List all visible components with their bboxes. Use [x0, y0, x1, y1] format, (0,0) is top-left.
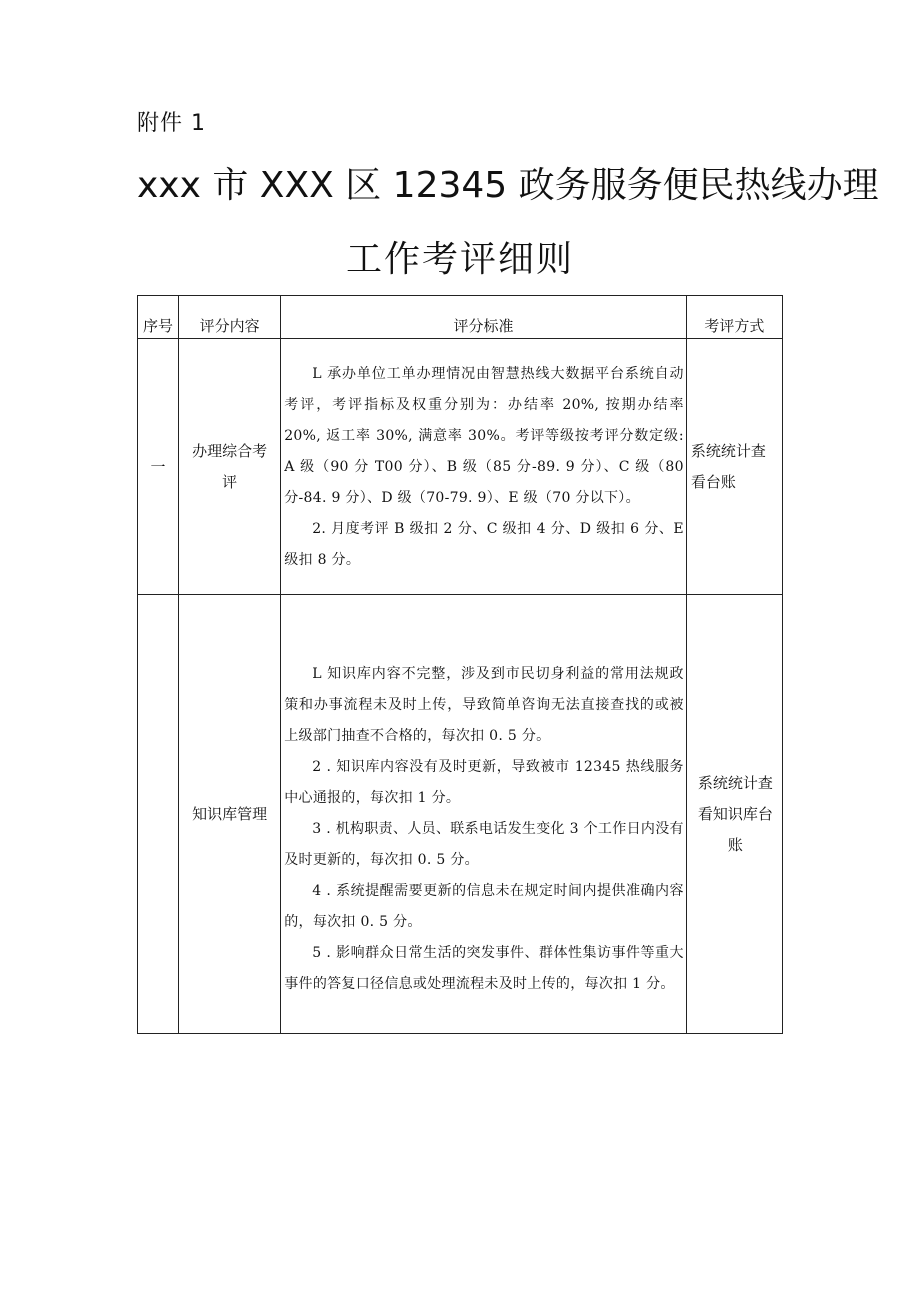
row-standards — [281, 339, 687, 595]
row-method: 系统统计查看台账 — [686, 339, 782, 595]
table-row — [138, 595, 783, 1034]
row-content: 知识库管理 — [179, 595, 281, 1034]
standard-item: 2. 月度考评 B 级扣 2 分、C 级扣 4 分、D 级扣 6 分、E 级扣 8 分。 — [284, 521, 684, 568]
standard-item: L 知识库内容不完整，涉及到市民切身利益的常用法规政策和办事流程未及时上传，导致简单咨询无法直接查找的或被上级部门抽查不合格的，每次扣 0. 5 分。 — [284, 665, 684, 744]
row-content: 办理综合考评 — [179, 339, 281, 595]
row-seq — [138, 595, 179, 1034]
standard-item: 5 . 影响群众日常生活的突发事件、群体性集访事件等重大事件的答复口径信息或处理流程未及时上传的，每次扣 1 分。 — [284, 944, 684, 992]
standard-item: 4 . 系统提醒需要更新的信息未在规定时间内提供准确内容的，每次扣 0. 5 分。 — [284, 882, 684, 930]
table-header-row — [138, 296, 783, 339]
standard-item: 2 . 知识库内容没有及时更新，导致被市 12345 热线服务中心通报的，每次扣 1 分。 — [284, 758, 684, 806]
table-row — [138, 339, 783, 595]
standard-item: L 承办单位工单办理情况由智慧热线大数据平台系统自动考评，考评指标及权重分别为：办结率 20%, 按期办结率 20%, 返工率 30%, 满意率 30%。考评等级按考评分数定级: A 级（90 分 T00 分）、B 级（85 分-89. 9 分）、C 级（80 分-84. 9 分）、D 级（70-79. 9）、E 级（70 分以下）。 — [284, 366, 684, 506]
row-standards — [281, 595, 687, 1034]
attachment-label: 附件 1 — [137, 111, 206, 136]
standard-item: 3 . 机构职责、人员、联系电话发生变化 3 个工作日内没有及时更新的，每次扣 0. 5 分。 — [284, 820, 684, 868]
document-title-line-1: xxx 市 XXX 区 12345 政务服务便民热线办理 — [137, 165, 879, 206]
row-seq: 一 — [138, 339, 179, 595]
column-header-method: 考评方式 — [686, 296, 782, 339]
column-header-seq: 序号 — [138, 296, 179, 339]
evaluation-rules-table — [137, 295, 783, 1034]
document-title-line-2: 工作考评细则 — [345, 239, 574, 280]
column-header-content: 评分内容 — [179, 296, 281, 339]
column-header-standard: 评分标准 — [281, 296, 687, 339]
row-method: 系统统计查看知识库台账 — [686, 595, 782, 1034]
